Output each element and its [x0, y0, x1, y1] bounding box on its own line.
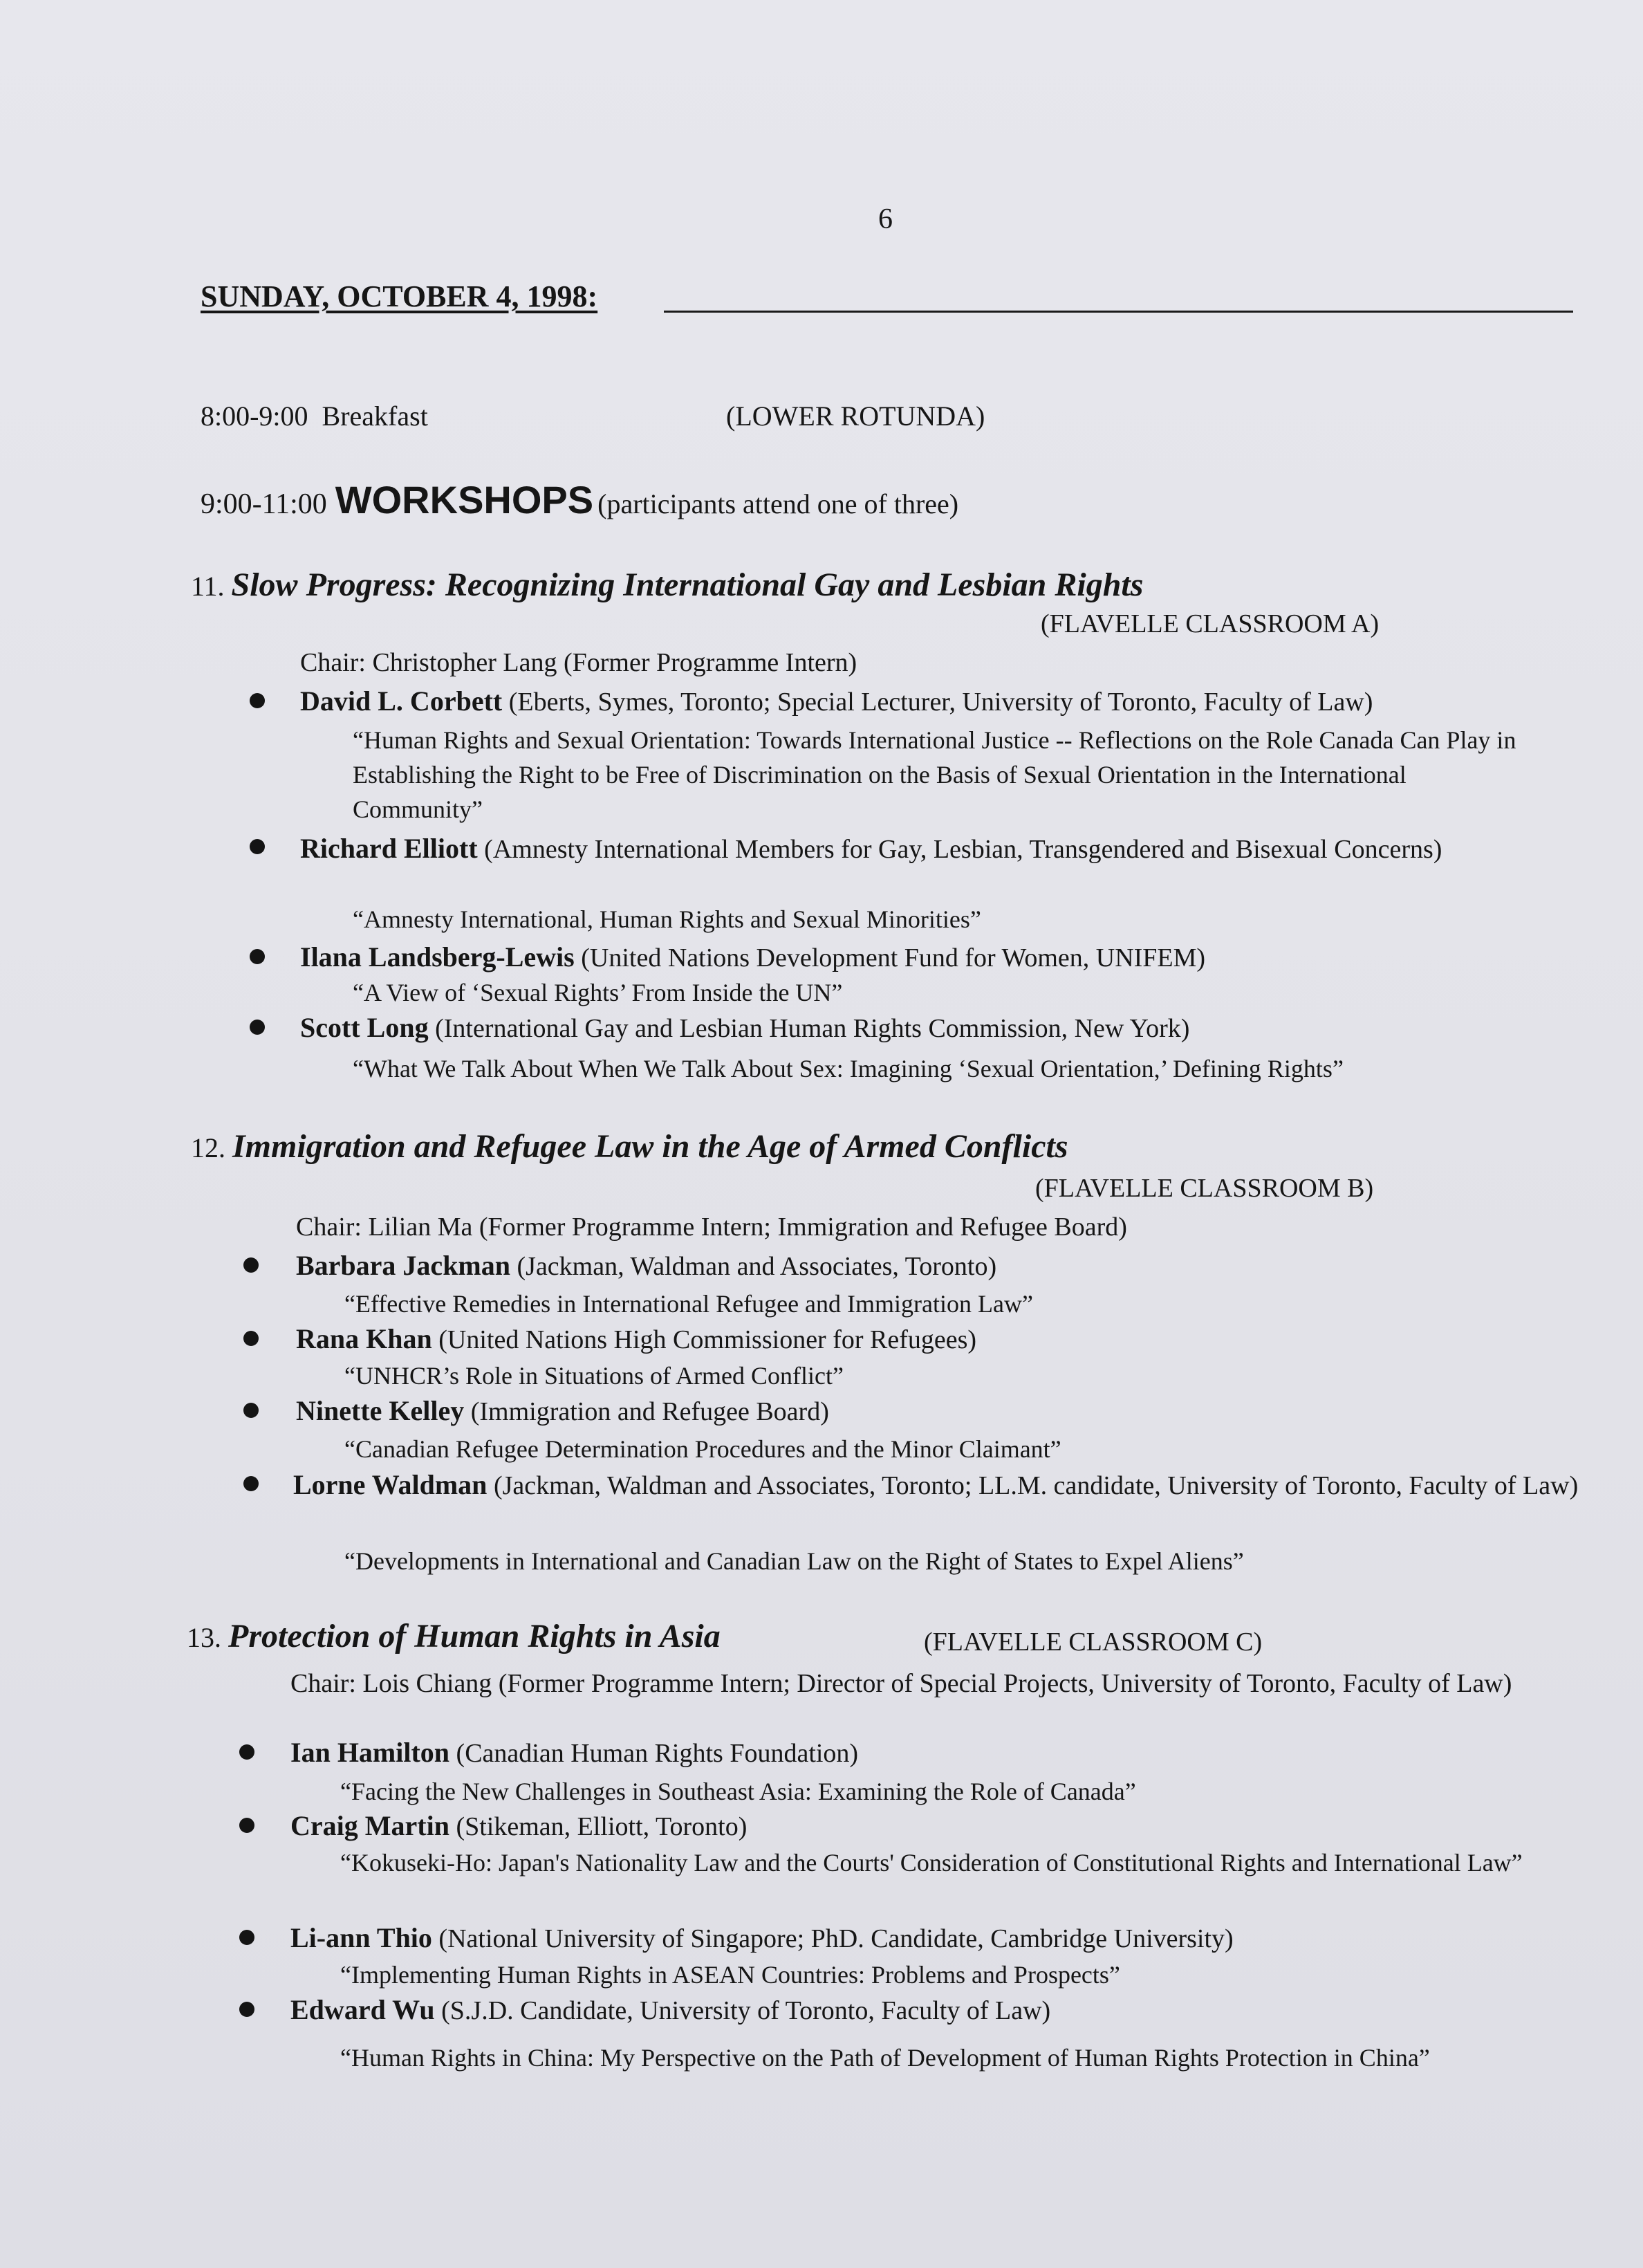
- workshop-12-chair: Chair: Lilian Ma (Former Programme Intern; Immigration and Refugee Board): [296, 1213, 1127, 1242]
- workshop-11-chair: Chair: Christopher Lang (Former Programme Intern): [300, 648, 857, 677]
- talk-title: “Canadian Refugee Determination Procedures and the Minor Claimant”: [344, 1435, 1061, 1463]
- workshops-label: WORKSHOPS: [335, 478, 594, 522]
- workshop-11-title: 11. Slow Progress: Recognizing International Gay and Lesbian Rights: [191, 566, 1144, 603]
- bullet-icon: [250, 949, 265, 964]
- talk-title: “Effective Remedies in International Refugee and Immigration Law”: [344, 1290, 1033, 1318]
- bullet-icon: [239, 1818, 254, 1833]
- bullet-icon: [243, 1403, 259, 1418]
- talk-title: “Human Rights and Sexual Orientation: Towards International Justice -- Reflections on the Role Canada Can Play in Establishing the Right to be Free of Discrimination on the Basis of Sexual Orientation in the International Community”: [353, 726, 1516, 823]
- heading-underline: [664, 311, 1573, 313]
- talk-title: “Developments in International and Canadian Law on the Right of States to Expel Aliens”: [344, 1547, 1244, 1575]
- workshop-13-room: (FLAVELLE CLASSROOM C): [924, 1628, 1263, 1657]
- speaker-name: Craig Martin: [290, 1810, 449, 1841]
- speaker-affiliation: (Canadian Human Rights Foundation): [456, 1739, 859, 1768]
- date-heading: SUNDAY, OCTOBER 4, 1998:: [201, 279, 598, 313]
- speaker-affiliation: (National University of Singapore; PhD. Candidate, Cambridge University): [438, 1924, 1234, 1953]
- talk-title: “Facing the New Challenges in Southeast Asia: Examining the Role of Canada”: [340, 1778, 1136, 1805]
- schedule-breakfast: [201, 400, 985, 432]
- bullet-icon: [250, 1020, 265, 1035]
- speaker-affiliation: (S.J.D. Candidate, University of Toronto, Faculty of Law): [441, 1996, 1051, 2025]
- workshop-12-title: 12. Immigration and Refugee Law in the Age of Armed Conflicts: [191, 1128, 1068, 1165]
- speaker-name: Barbara Jackman: [296, 1250, 510, 1281]
- speaker-name: Ninette Kelley: [296, 1395, 465, 1426]
- speaker-name: Richard Elliott: [300, 833, 478, 864]
- bullet-icon: [250, 839, 265, 854]
- speaker-affiliation: (Jackman, Waldman and Associates, Toronto): [517, 1252, 997, 1281]
- workshop-11-room: (FLAVELLE CLASSROOM A): [1041, 609, 1380, 638]
- talk-title: “Implementing Human Rights in ASEAN Countries: Problems and Prospects”: [340, 1961, 1120, 1989]
- talk-title: “Amnesty International, Human Rights and Sexual Minorities”: [353, 905, 981, 933]
- bullet-icon: [243, 1257, 259, 1273]
- bullet-icon: [239, 1930, 254, 1945]
- talk-title: “What We Talk About When We Talk About Sex: Imagining ‘Sexual Orientation,’ Defining Rights”: [353, 1055, 1344, 1082]
- speaker-name: Ilana Landsberg-Lewis: [300, 941, 575, 972]
- bullet-icon: [243, 1476, 259, 1491]
- workshop-13-chair: Chair: Lois Chiang (Former Programme Intern; Director of Special Projects, University of Toronto, Faculty of Law): [290, 1669, 1512, 1698]
- speaker-name: Scott Long: [300, 1012, 429, 1043]
- talk-title: “Kokuseki-Ho: Japan's Nationality Law and the Courts' Consideration of Constitutional Rights and International Law”: [340, 1849, 1523, 1877]
- workshop-13-title: 13. Protection of Human Rights in Asia: [187, 1618, 721, 1654]
- schedule-workshops: [201, 477, 958, 522]
- talk-title: “A View of ‘Sexual Rights’ From Inside the UN”: [353, 979, 843, 1006]
- talk-title: “UNHCR’s Role in Situations of Armed Conflict”: [344, 1362, 844, 1390]
- workshops-note: (participants attend one of three): [597, 488, 959, 519]
- bullet-icon: [243, 1331, 259, 1346]
- speaker-name: Lorne Waldman: [293, 1469, 488, 1500]
- workshop-12-room: (FLAVELLE CLASSROOM B): [1035, 1174, 1374, 1203]
- speaker-affiliation: (Jackman, Waldman and Associates, Toronto; LL.M. candidate, University of Toronto, Faculty of Law): [493, 1471, 1579, 1500]
- speaker-name: David L. Corbett: [300, 685, 503, 717]
- speaker-affiliation: (Eberts, Symes, Toronto; Special Lecturer, University of Toronto, Faculty of Law): [508, 688, 1373, 717]
- breakfast-label: Breakfast: [322, 400, 428, 432]
- speaker-affiliation: (United Nations High Commissioner for Refugees): [438, 1325, 977, 1354]
- speaker-affiliation: (United Nations Development Fund for Women, UNIFEM): [581, 943, 1206, 972]
- speaker-name: Ian Hamilton: [290, 1737, 450, 1768]
- bullet-icon: [250, 693, 265, 708]
- breakfast-time: 8:00-9:00: [201, 400, 308, 432]
- speaker-affiliation: (Stikeman, Elliott, Toronto): [456, 1812, 748, 1841]
- page-number: 6: [878, 203, 893, 235]
- speaker-name: Li-ann Thio: [290, 1922, 432, 1953]
- speaker-affiliation: (International Gay and Lesbian Human Rights Commission, New York): [435, 1014, 1190, 1043]
- bullet-icon: [239, 1744, 254, 1760]
- speaker-name: Rana Khan: [296, 1323, 432, 1354]
- talk-title: “Human Rights in China: My Perspective on the Path of Development of Human Rights Protection in China”: [340, 2044, 1430, 2072]
- speaker-affiliation: (Immigration and Refugee Board): [470, 1397, 829, 1426]
- speaker-affiliation: (Amnesty International Members for Gay, Lesbian, Transgendered and Bisexual Concerns): [484, 835, 1442, 864]
- breakfast-location: (LOWER ROTUNDA): [726, 400, 985, 432]
- workshops-time: 9:00-11:00: [201, 488, 327, 520]
- bullet-icon: [239, 2002, 254, 2017]
- speaker-name: Edward Wu: [290, 1994, 435, 2025]
